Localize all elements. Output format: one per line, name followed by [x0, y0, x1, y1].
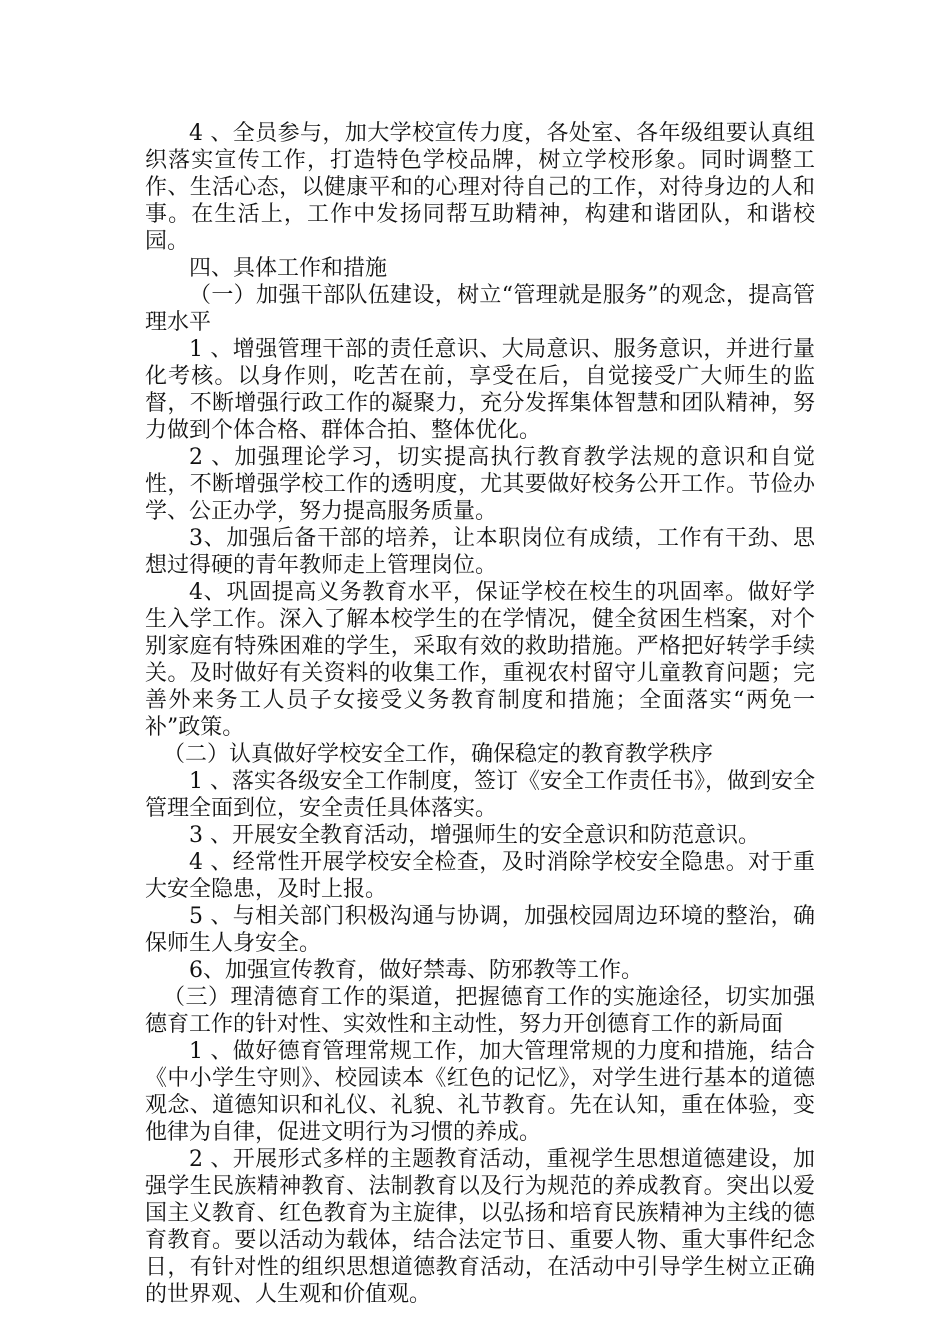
subsection-heading: （二）认真做好学校安全工作，确保稳定的教育教学秩序 — [163, 742, 714, 767]
subsection-heading: （三）理清德育工作的渠道，把握德育工作的实施途径，切实加强德育工作的针对性、实效性和主动性，努力开创德育工作的新局面 — [145, 985, 815, 1037]
paragraph: 2 、开展形式多样的主题教育活动，重视学生思想道德建设，加强学生民族精神教育、法制教育以及行为规范的养成教育。突出以爱国主义教育、红色教育为主旋律，以弘扬和培育民族精神为主线的德育教育。要以活动为载体，结合法定节日、重要人物、重大事件纪念日，有针对性的组织思想道德教育活动，在活动中引导学生树立正确的世界观、人生观和价值观。 — [145, 1147, 815, 1307]
paragraph: 4 、经常性开展学校安全检查，及时消除学校安全隐患。对于重大安全隐患，及时上报。 — [145, 850, 815, 902]
document-body — [145, 120, 815, 1308]
paragraph: 3、加强后备干部的培养，让本职岗位有成绩，工作有干劲、思想过得硬的青年教师走上管理岗位。 — [145, 526, 815, 578]
paragraph: 1 、增强管理干部的责任意识、大局意识、服务意识，并进行量化考核。以身作则，吃苦在前，享受在后，自觉接受广大师生的监督，不断增强行政工作的凝聚力，充分发挥集体智慧和团队精神，努力做到个体合格、群体合拍、整体优化。 — [145, 337, 815, 443]
paragraph: 4 、全员参与，加大学校宣传力度，各处室、各年级组要认真组织落实宣传工作，打造特色学校品牌，树立学校形象。同时调整工作、生活心态，以健康平和的心理对待自己的工作，对待身边的人和事。在生活上，工作中发扬同帮互助精神，构建和谐团队，和谐校园。 — [145, 121, 815, 254]
paragraph: 2 、加强理论学习，切实提高执行教育教学法规的意识和自觉性，不断增强学校工作的透明度，尤其要做好校务公开工作。节俭办学、公正办学，努力提高服务质量。 — [145, 445, 815, 524]
paragraph: 4、巩固提高义务教育水平，保证学校在校生的巩固率。做好学生入学工作。深入了解本校学生的在学情况，健全贫困生档案，对个别家庭有特殊困难的学生，采取有效的救助措施。严格把好转学手续关。及时做好有关资料的收集工作，重视农村留守儿童教育问题；完善外来务工人员子女接受义务教育制度和措施；全面落实“两免一补”政策。 — [145, 580, 815, 740]
paragraph: 6、加强宣传教育，做好禁毒、防邪教等工作。 — [189, 958, 643, 983]
paragraph: 3 、开展安全教育活动，增强师生的安全意识和防范意识。 — [189, 823, 760, 848]
paragraph: 1 、做好德育管理常规工作，加大管理常规的力度和措施，结合《中小学生守则》、校园读本《红色的记忆》，对学生进行基本的道德观念、道德知识和礼仪、礼貌、礼节教育。先在认知，重在体验，变他律为自律，促进文明行为习惯的养成。 — [145, 1039, 815, 1145]
section-heading: 四、具体工作和措施 — [189, 256, 388, 281]
paragraph: 5 、与相关部门积极沟通与协调，加强校园周边环境的整治，确保师生人身安全。 — [145, 904, 815, 956]
paragraph: 1 、落实各级安全工作制度，签订《安全工作责任书》，做到安全管理全面到位，安全责任具体落实。 — [145, 769, 815, 821]
subsection-heading: （一）加强干部队伍建设，树立“管理就是服务”的观念，提高管理水平 — [145, 283, 815, 335]
